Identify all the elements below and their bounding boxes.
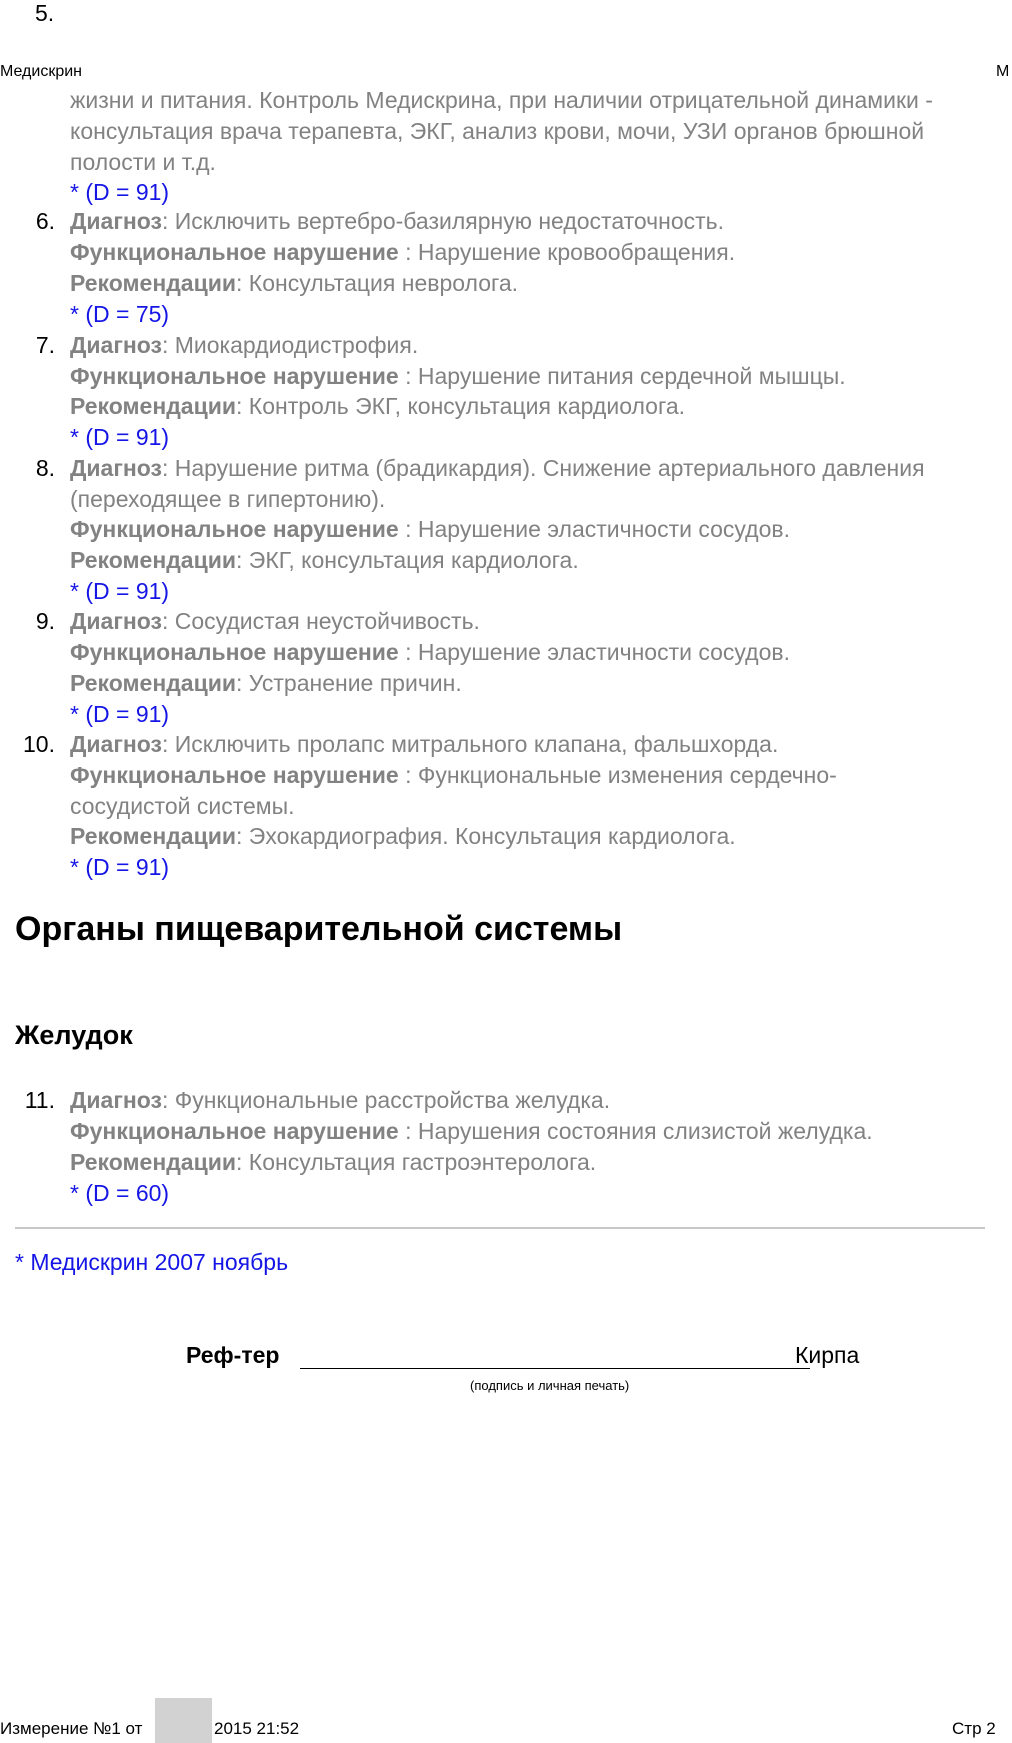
- item-number: 9.: [35, 608, 55, 634]
- score-note: * (D = 60): [70, 1180, 170, 1206]
- diagnosis-line: [70, 1085, 610, 1116]
- score-note: * (D = 75): [70, 301, 170, 327]
- functional-text: : Нарушение питания сердечной мышцы.: [398, 363, 846, 389]
- recommendations-line: [70, 668, 462, 699]
- recommendations-line: [70, 1147, 596, 1178]
- functional-text: : Нарушения состояния слизистой желудка.: [398, 1118, 873, 1144]
- footnote: * Медискрин 2007 ноябрь: [15, 1249, 289, 1275]
- redaction-box: [155, 1698, 212, 1743]
- diagnosis-line: [70, 606, 480, 637]
- recommendations-text: : Контроль ЭКГ, консультация кардиолога.: [236, 393, 686, 419]
- diagnosis-line: [70, 330, 418, 361]
- recommendations-line: [70, 821, 736, 852]
- functional-label: Функциональное нарушение: [70, 516, 399, 542]
- recommendations-text: : ЭКГ, консультация кардиолога.: [236, 547, 579, 573]
- diagnosis-text: : Нарушение ритма (брадикардия). Снижение артериального давления: [161, 455, 925, 481]
- diagnosis-text: : Исключить пролапс митрального клапана, фальшхорда.: [161, 731, 779, 757]
- diagnosis-label: Диагноз: [70, 1087, 162, 1113]
- score-note: * (D = 91): [70, 179, 170, 205]
- functional-text: : Функциональные изменения сердечно-: [398, 762, 837, 788]
- functional-line: [70, 514, 790, 545]
- functional-continuation: сосудистой системы.: [70, 793, 295, 819]
- recommendations-label: Рекомендации: [70, 270, 237, 296]
- score-note: * (D = 91): [70, 578, 170, 604]
- recommendations-text: : Консультация невролога.: [236, 270, 519, 296]
- score-note: * (D = 91): [70, 701, 170, 727]
- score-note: * (D = 91): [70, 854, 170, 880]
- recommendations-label: Рекомендации: [70, 1149, 237, 1175]
- functional-label: Функциональное нарушение: [70, 239, 399, 265]
- diagnosis-text: : Функциональные расстройства желудка.: [161, 1087, 611, 1113]
- header-left: Медискрин: [0, 63, 82, 80]
- recommendations-label: Рекомендации: [70, 393, 237, 419]
- functional-label: Функциональное нарушение: [70, 1118, 399, 1144]
- diagnosis-line: [70, 729, 778, 760]
- signature-name: Кирпа: [795, 1342, 860, 1368]
- header-right: М: [996, 63, 1010, 80]
- functional-line: [70, 237, 735, 268]
- item-number: 5.: [35, 0, 55, 26]
- item5-line-2: консультация врача терапевта, ЭКГ, анализ крови, мочи, УЗИ органов брюшной: [70, 118, 925, 144]
- diagnosis-label: Диагноз: [70, 608, 162, 634]
- item5-line-3: полости и т.д.: [70, 149, 216, 175]
- recommendations-text: : Эхокардиография. Консультация кардиолога.: [236, 823, 736, 849]
- diagnosis-text: : Миокардиодистрофия.: [161, 332, 419, 358]
- diagnosis-continuation: (переходящее в гипертонию).: [70, 486, 386, 512]
- footer-measurement: Измерение №1 от: [0, 1719, 143, 1738]
- recommendations-text: : Консультация гастроэнтеролога.: [236, 1149, 597, 1175]
- item-number: 8.: [35, 455, 55, 481]
- functional-text: : Нарушение эластичности сосудов.: [398, 516, 790, 542]
- recommendations-line: [70, 545, 579, 576]
- page-number: Стр 2: [952, 1719, 996, 1738]
- recommendations-label: Рекомендации: [70, 823, 237, 849]
- section-title: Органы пищеварительной системы: [15, 910, 623, 948]
- recommendations-label: Рекомендации: [70, 547, 237, 573]
- functional-label: Функциональное нарушение: [70, 363, 399, 389]
- diagnosis-line: [70, 206, 724, 237]
- signature-label: Реф-тер: [186, 1342, 280, 1368]
- diagnosis-label: Диагноз: [70, 208, 162, 234]
- item-number: 6.: [35, 208, 55, 234]
- functional-line: [70, 361, 846, 392]
- footer-date: 2015 21:52: [214, 1719, 300, 1738]
- diagnosis-line: [70, 453, 925, 484]
- item-number: 7.: [35, 332, 55, 358]
- functional-text: : Нарушение эластичности сосудов.: [398, 639, 790, 665]
- diagnosis-label: Диагноз: [70, 332, 162, 358]
- functional-label: Функциональное нарушение: [70, 639, 399, 665]
- item5-line-1: жизни и питания. Контроль Медискрина, при наличии отрицательной динамики -: [70, 87, 933, 113]
- functional-text: : Нарушение кровообращения.: [398, 239, 736, 265]
- signature-caption: (подпись и личная печать): [470, 1378, 630, 1393]
- diagnosis-label: Диагноз: [70, 731, 162, 757]
- score-note: * (D = 91): [70, 424, 170, 450]
- recommendations-label: Рекомендации: [70, 670, 237, 696]
- item-number: 11.: [24, 1087, 55, 1113]
- functional-label: Функциональное нарушение: [70, 762, 399, 788]
- item-number: 10.: [23, 731, 55, 757]
- recommendations-text: : Устранение причин.: [236, 670, 462, 696]
- recommendations-line: [70, 391, 685, 422]
- functional-line: [70, 637, 790, 668]
- diagnosis-text: : Исключить вертебро-базилярную недостаточность.: [161, 208, 725, 234]
- diagnosis-text: : Сосудистая неустойчивость.: [161, 608, 480, 634]
- functional-line: [70, 1116, 873, 1147]
- diagnosis-label: Диагноз: [70, 455, 162, 481]
- subsection-title: Желудок: [15, 1020, 133, 1050]
- recommendations-line: [70, 268, 518, 299]
- divider: [15, 1227, 985, 1229]
- signature-line: [300, 1368, 810, 1369]
- functional-line: [70, 760, 837, 791]
